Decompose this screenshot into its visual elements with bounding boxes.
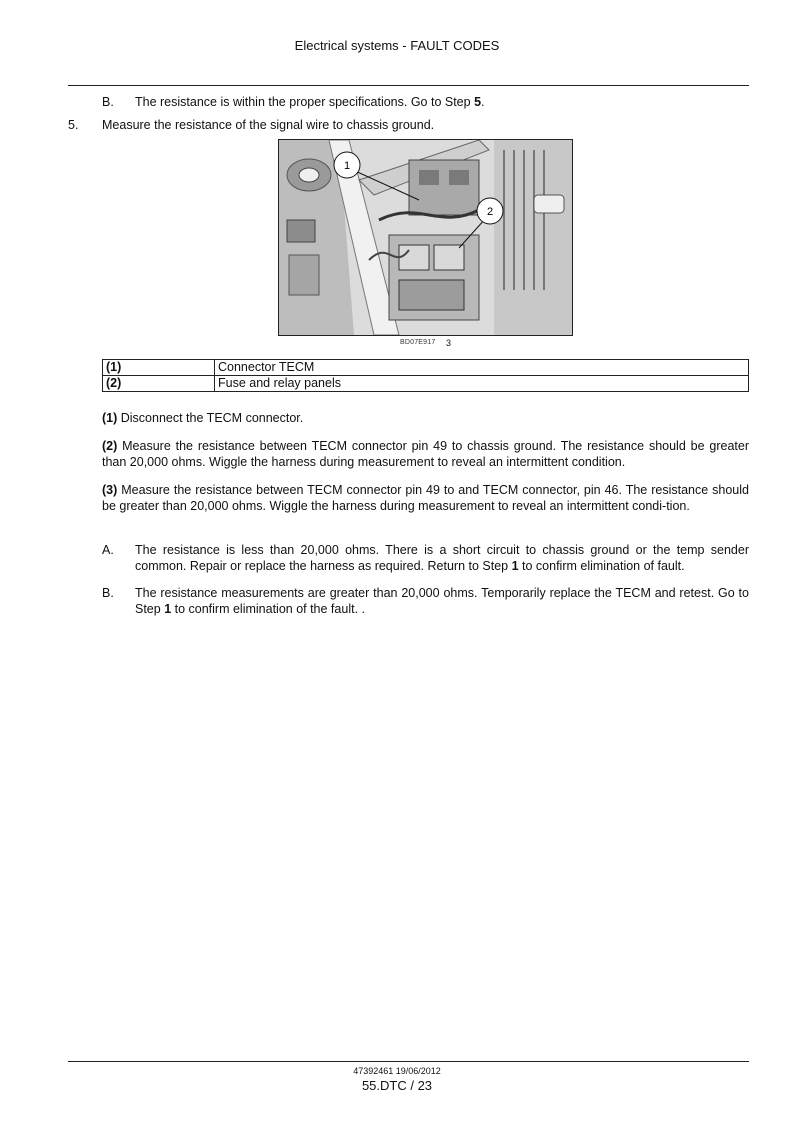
step-b-text: The resistance measurements are greater than 20,000 ohms. Temporarily replace the TECM and retest. Go to Step 1 to confirm elimination of the fault. . (135, 586, 749, 616)
step-a-text: The resistance is less than 20,000 ohms. There is a short circuit to chassis ground or the temp sender common. Repair or replace the harness as required. Return to Step 1 to confirm elimination of fault. (135, 543, 749, 573)
legend-row (103, 360, 749, 376)
instruction-2: (2) Measure the resistance between TECM connector pin 49 to chassis ground. The resistance should be greater than 20,000 ohms. Wiggle the harness during measurement to reveal an intermittent condition. (102, 439, 749, 469)
legend-key: (2) (103, 376, 215, 392)
legend-table (102, 359, 749, 392)
figure-caption-code: BD07E917 (400, 339, 436, 346)
page-header-title: Electrical systems - FAULT CODES (294, 38, 500, 53)
header-rule (68, 85, 749, 86)
legend-value: Fuse and relay panels (215, 376, 749, 392)
photo-illustration (279, 140, 572, 335)
figure-number: 3 (446, 338, 452, 348)
step-b-top-label: B. (102, 95, 114, 109)
callout-1-label: 1 (343, 160, 351, 172)
footer-doc-code: 47392461 19/06/2012 (353, 1066, 441, 1076)
step-5-label: 5. (68, 118, 79, 132)
instruction-1: (1) Disconnect the TECM connector. (102, 411, 304, 425)
footer-rule (68, 1061, 749, 1062)
legend-value: Connector TECM (215, 360, 749, 376)
step-ref: 1 (164, 602, 172, 616)
figure-engine-bay-photo (278, 139, 573, 336)
step-5-text: Measure the resistance of the signal wire to chassis ground. (102, 118, 435, 132)
step-ref: 5 (474, 95, 482, 109)
footer-page-number: 55.DTC / 23 (361, 1078, 433, 1093)
instruction-3: (3) Measure the resistance between TECM connector pin 49 to and TECM connector, pin 46. The resistance should be greater than 20,000 ohms. Wiggle the harness during measurement to reveal an intermittent condi-tion. (102, 483, 749, 513)
step-ref: 1 (511, 559, 519, 573)
step-b-label: B. (102, 586, 114, 600)
callout-2-label: 2 (486, 206, 494, 218)
legend-row (103, 376, 749, 392)
step-b-top-text: The resistance is within the proper specifications. Go to Step 5. (135, 95, 485, 109)
legend-key: (1) (103, 360, 215, 376)
step-a-label: A. (102, 543, 114, 557)
